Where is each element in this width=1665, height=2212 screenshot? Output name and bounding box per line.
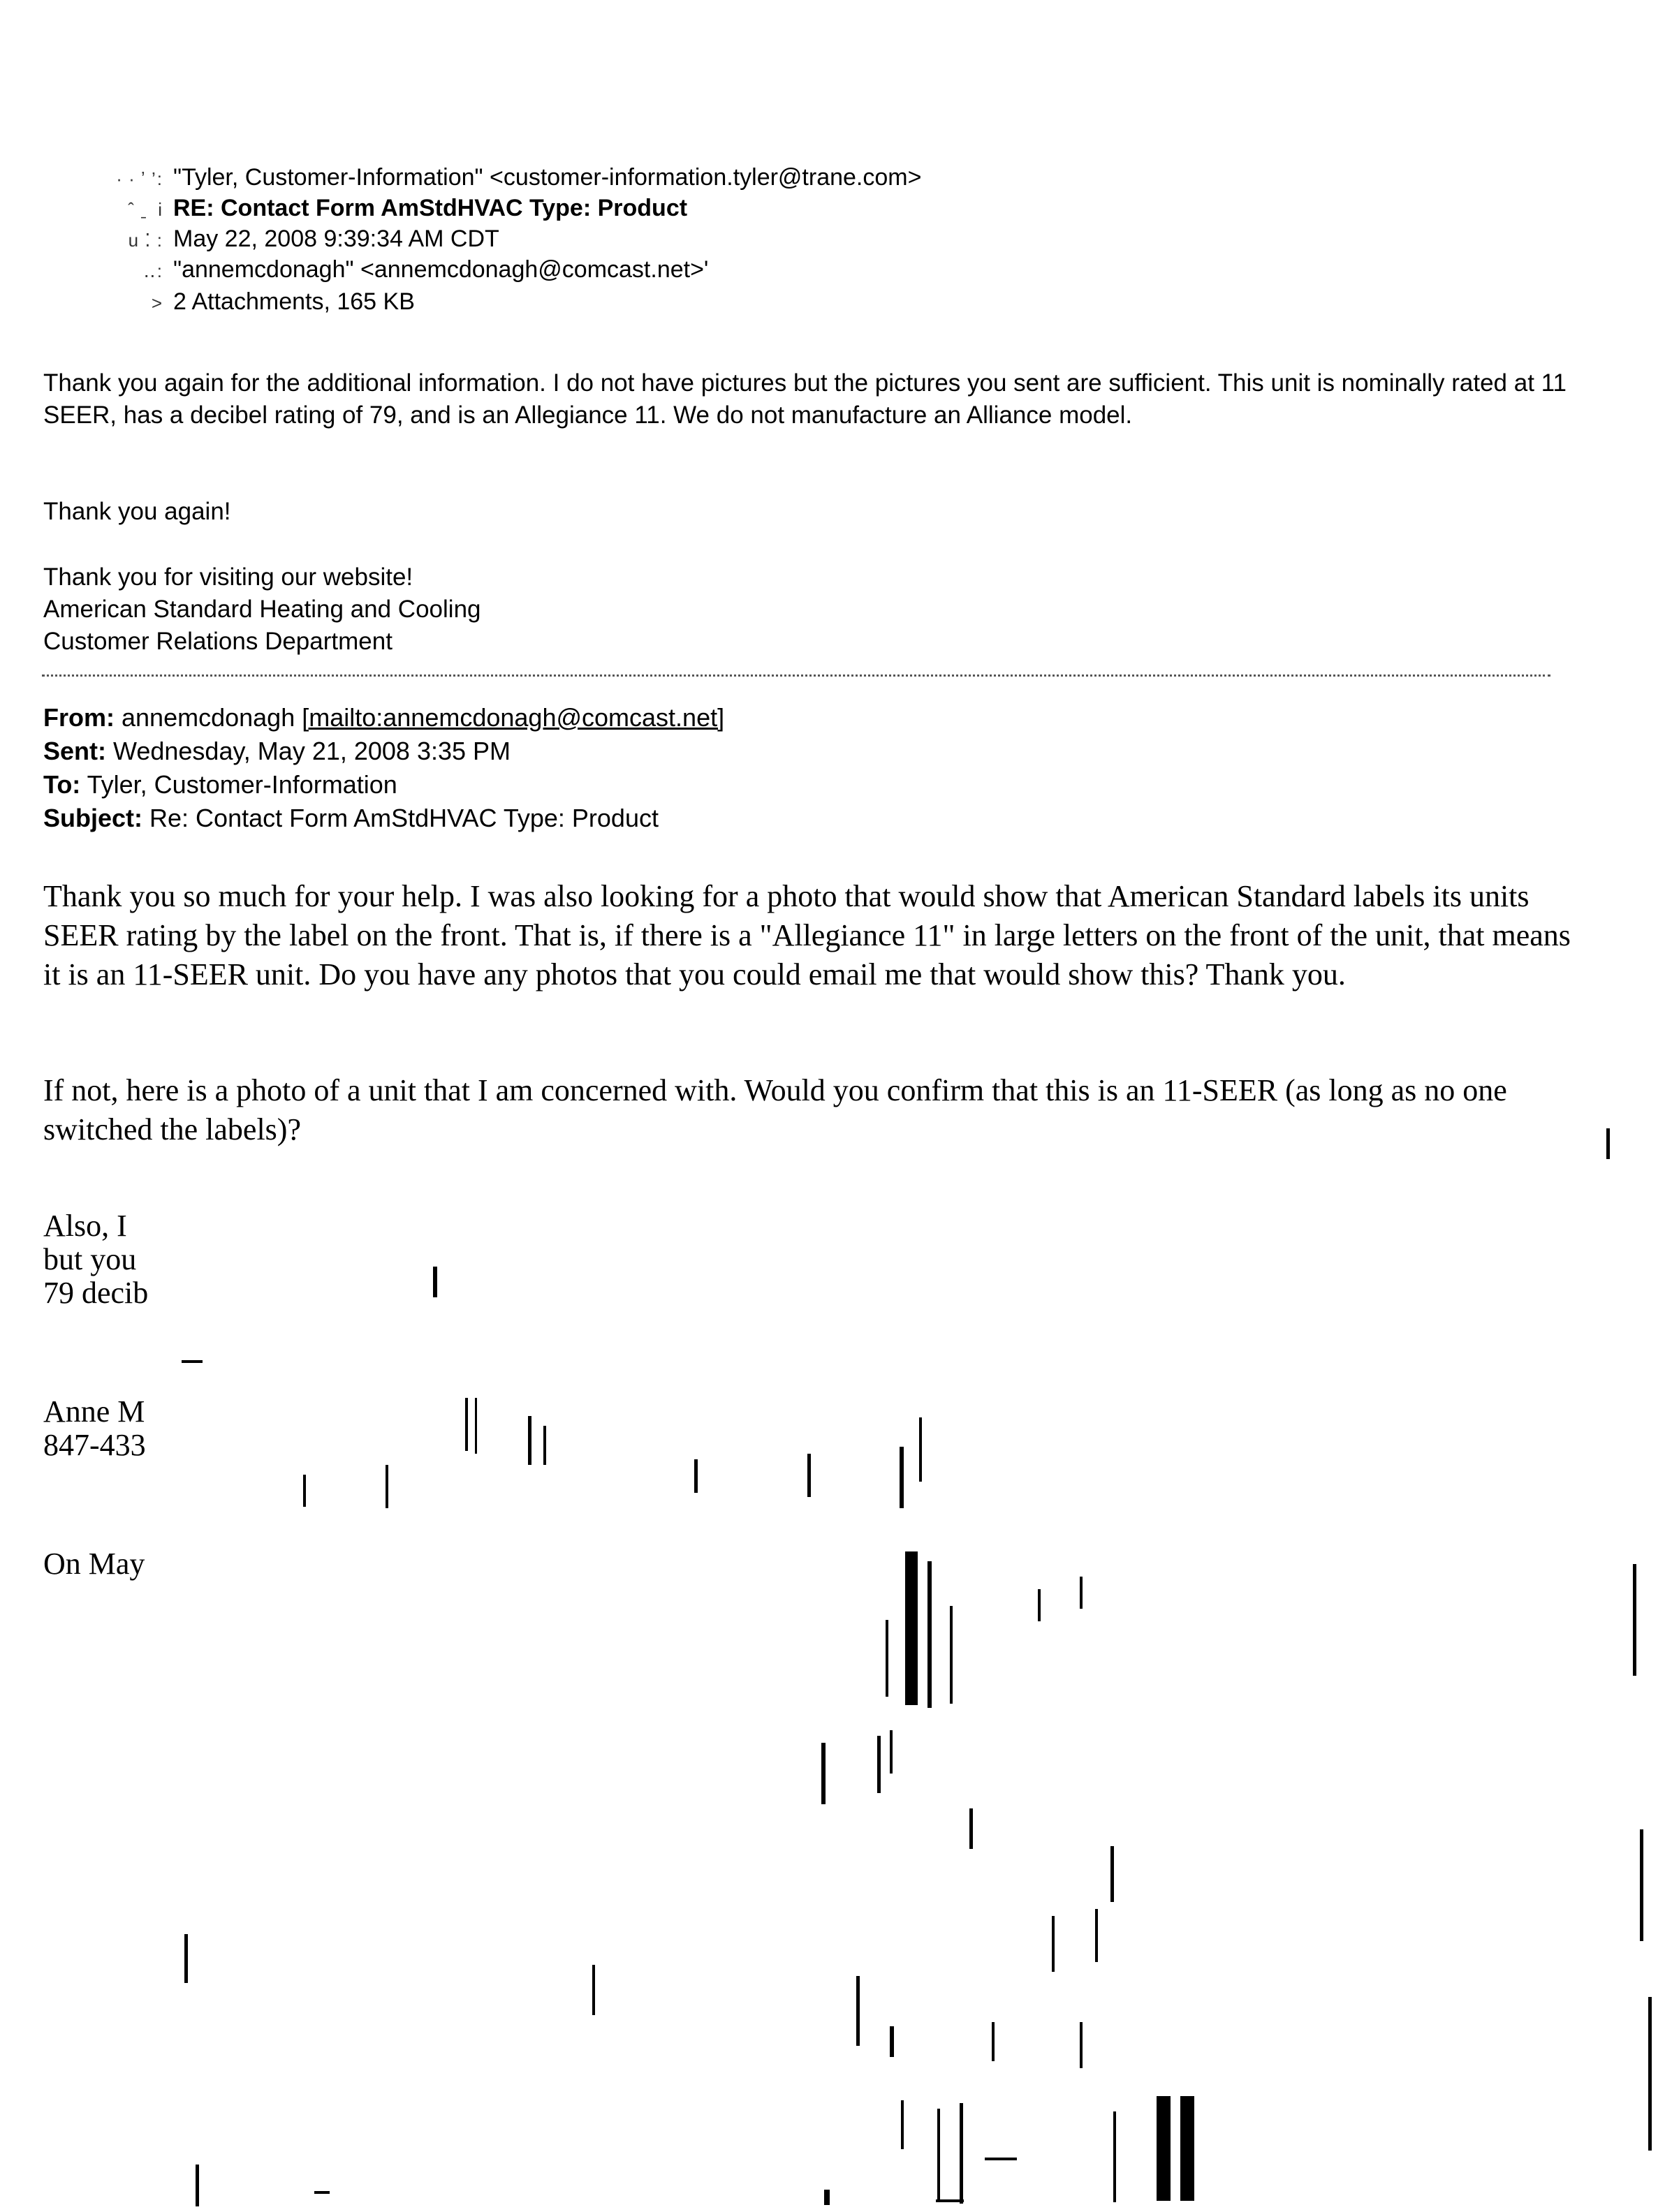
original-paragraph-1: Thank you so much for your help. I was also looking for a photo that would show that American Standard labels its units SEER rating by the label on the front. That is, if there is a "Allegiance 11" in large letters on the front of the unit, that means it is an 11-SEER unit. Do you have any photos that you could email me that would show this? Thank you. bbox=[43, 879, 1571, 991]
header-from-row bbox=[42, 162, 921, 193]
forwarded-to-value: Tyler, Customer-Information bbox=[87, 770, 397, 799]
scan-artifact-mark bbox=[694, 1459, 698, 1493]
scan-artifact-mark bbox=[936, 2199, 964, 2202]
forwarded-subject-key: Subject: bbox=[43, 804, 143, 832]
header-date-row bbox=[42, 223, 499, 254]
fragment-line-3: 79 decib bbox=[43, 1276, 149, 1310]
header-subject-label: ˆ ˍ i bbox=[128, 199, 163, 220]
message-divider bbox=[42, 674, 1550, 677]
scan-artifact-mark bbox=[992, 2022, 995, 2061]
scan-artifact-mark bbox=[184, 1934, 188, 1983]
scan-artifact-mark bbox=[182, 1360, 203, 1363]
reply-thanks: Thank you again! bbox=[43, 498, 231, 525]
scan-artifact-mark bbox=[303, 1475, 306, 1507]
fragment-line-6: On May bbox=[43, 1547, 145, 1581]
scan-artifact-mark bbox=[927, 1561, 932, 1708]
scan-artifact-mark bbox=[950, 1606, 953, 1704]
header-from-value: "Tyler, Customer-Information" <customer-information.tyler@trane.com> bbox=[173, 164, 922, 191]
scan-artifact-mark bbox=[1080, 2022, 1083, 2068]
scan-artifact-mark bbox=[1157, 2096, 1171, 2201]
scan-artifact-mark bbox=[886, 1620, 888, 1697]
signature-line-3: Customer Relations Department bbox=[43, 628, 393, 655]
scan-artifact-mark bbox=[985, 2158, 1017, 2160]
original-paragraph-2: If not, here is a photo of a unit that I am concerned with. Would you confirm that this is an 11-SEER (as long as no one switched the labels)? bbox=[43, 1073, 1507, 1146]
forwarded-sent-key: Sent: bbox=[43, 737, 106, 765]
scan-artifact-mark bbox=[1080, 1577, 1083, 1609]
scan-artifact-mark bbox=[890, 2026, 894, 2057]
scan-artifact-mark bbox=[1633, 1564, 1636, 1676]
fragment-line-5: 847-433 bbox=[43, 1428, 146, 1462]
scan-artifact-mark bbox=[824, 2190, 830, 2205]
scan-artifact-mark bbox=[890, 1730, 893, 1774]
scan-artifact-mark bbox=[592, 1965, 595, 2015]
fragment-line-4: Anne M bbox=[43, 1394, 145, 1429]
scan-artifact-mark bbox=[475, 1398, 477, 1454]
signature-line-1: Thank you for visiting our website! bbox=[43, 563, 413, 591]
scan-artifact-mark bbox=[1606, 1128, 1610, 1159]
forwarded-sent-row bbox=[43, 735, 511, 768]
scan-artifact-mark bbox=[856, 1976, 860, 2046]
scan-artifact-mark bbox=[900, 1447, 904, 1508]
forwarded-subject-row bbox=[43, 802, 659, 835]
forwarded-from-value: annemcdonagh bbox=[122, 703, 295, 732]
scan-artifact-mark bbox=[1038, 1589, 1041, 1621]
scan-artifact-mark bbox=[969, 1808, 973, 1849]
scan-artifact-mark bbox=[433, 1267, 437, 1297]
scan-artifact-mark bbox=[1095, 1909, 1098, 1962]
scan-artifact-mark bbox=[960, 2103, 963, 2204]
forwarded-sent-value: Wednesday, May 21, 2008 3:35 PM bbox=[113, 737, 511, 765]
header-attachments-value: 2 Attachments, 165 KB bbox=[173, 288, 415, 315]
header-attachments-label: ˃ bbox=[151, 293, 163, 314]
header-date-label: u ⁚ : bbox=[128, 230, 163, 251]
header-subject-row bbox=[42, 193, 687, 223]
header-to-row bbox=[42, 254, 708, 285]
header-date-value: May 22, 2008 9:39:34 AM CDT bbox=[173, 226, 499, 252]
scan-artifact-mark bbox=[1110, 1846, 1114, 1902]
scan-artifact-mark bbox=[877, 1736, 881, 1793]
signature-line-2: American Standard Heating and Cooling bbox=[43, 596, 481, 623]
scan-artifact-mark bbox=[901, 2100, 904, 2149]
scan-artifact-mark bbox=[528, 1416, 531, 1465]
forwarded-mailto-link[interactable]: [mailto:annemcdonagh@comcast.net] bbox=[302, 703, 725, 732]
header-to-label: ‥: bbox=[143, 260, 163, 281]
scan-artifact-mark bbox=[905, 1551, 918, 1705]
scan-artifact-mark bbox=[543, 1426, 546, 1465]
fragment-line-2: but you bbox=[43, 1242, 137, 1276]
forwarded-to-key: To: bbox=[43, 770, 81, 799]
forwarded-to-row bbox=[43, 768, 397, 802]
scan-artifact-mark bbox=[1052, 1916, 1055, 1972]
header-subject-value: RE: Contact Form AmStdHVAC Type: Product bbox=[173, 195, 688, 221]
scan-artifact-mark bbox=[465, 1398, 468, 1451]
scan-artifact-mark bbox=[821, 1743, 826, 1804]
scan-artifact-mark bbox=[919, 1417, 922, 1482]
scan-artifact-mark bbox=[1180, 2096, 1194, 2201]
scan-artifact-mark bbox=[386, 1465, 388, 1508]
scan-artifact-mark bbox=[1113, 2111, 1116, 2202]
fragment-line-1: Also, I bbox=[43, 1209, 127, 1243]
header-from-label: · · ʼ ’: bbox=[111, 168, 163, 189]
header-attachments-row bbox=[42, 286, 415, 317]
scan-artifact-mark bbox=[1640, 1829, 1643, 1941]
forwarded-subject-value: Re: Contact Form AmStdHVAC Type: Product bbox=[149, 804, 659, 832]
scan-artifact-mark bbox=[1648, 1997, 1652, 2151]
scan-artifact-mark bbox=[937, 2109, 940, 2199]
scan-artifact-mark bbox=[196, 2165, 199, 2206]
scan-artifact-mark bbox=[807, 1454, 811, 1497]
forwarded-from-row bbox=[43, 701, 724, 735]
forwarded-from-key: From: bbox=[43, 703, 115, 732]
header-to-value: "annemcdonagh" <annemcdonagh@comcast.net>' bbox=[173, 256, 709, 283]
reply-body: Thank you again for the additional information. I do not have pictures but the pictures you sent are sufficient. This unit is nominally rated at 11 SEER, has a decibel rating of 79, and is an Allegiance 11. We do not manufacture an Alliance model. bbox=[43, 369, 1567, 429]
scan-artifact-mark bbox=[314, 2191, 330, 2194]
